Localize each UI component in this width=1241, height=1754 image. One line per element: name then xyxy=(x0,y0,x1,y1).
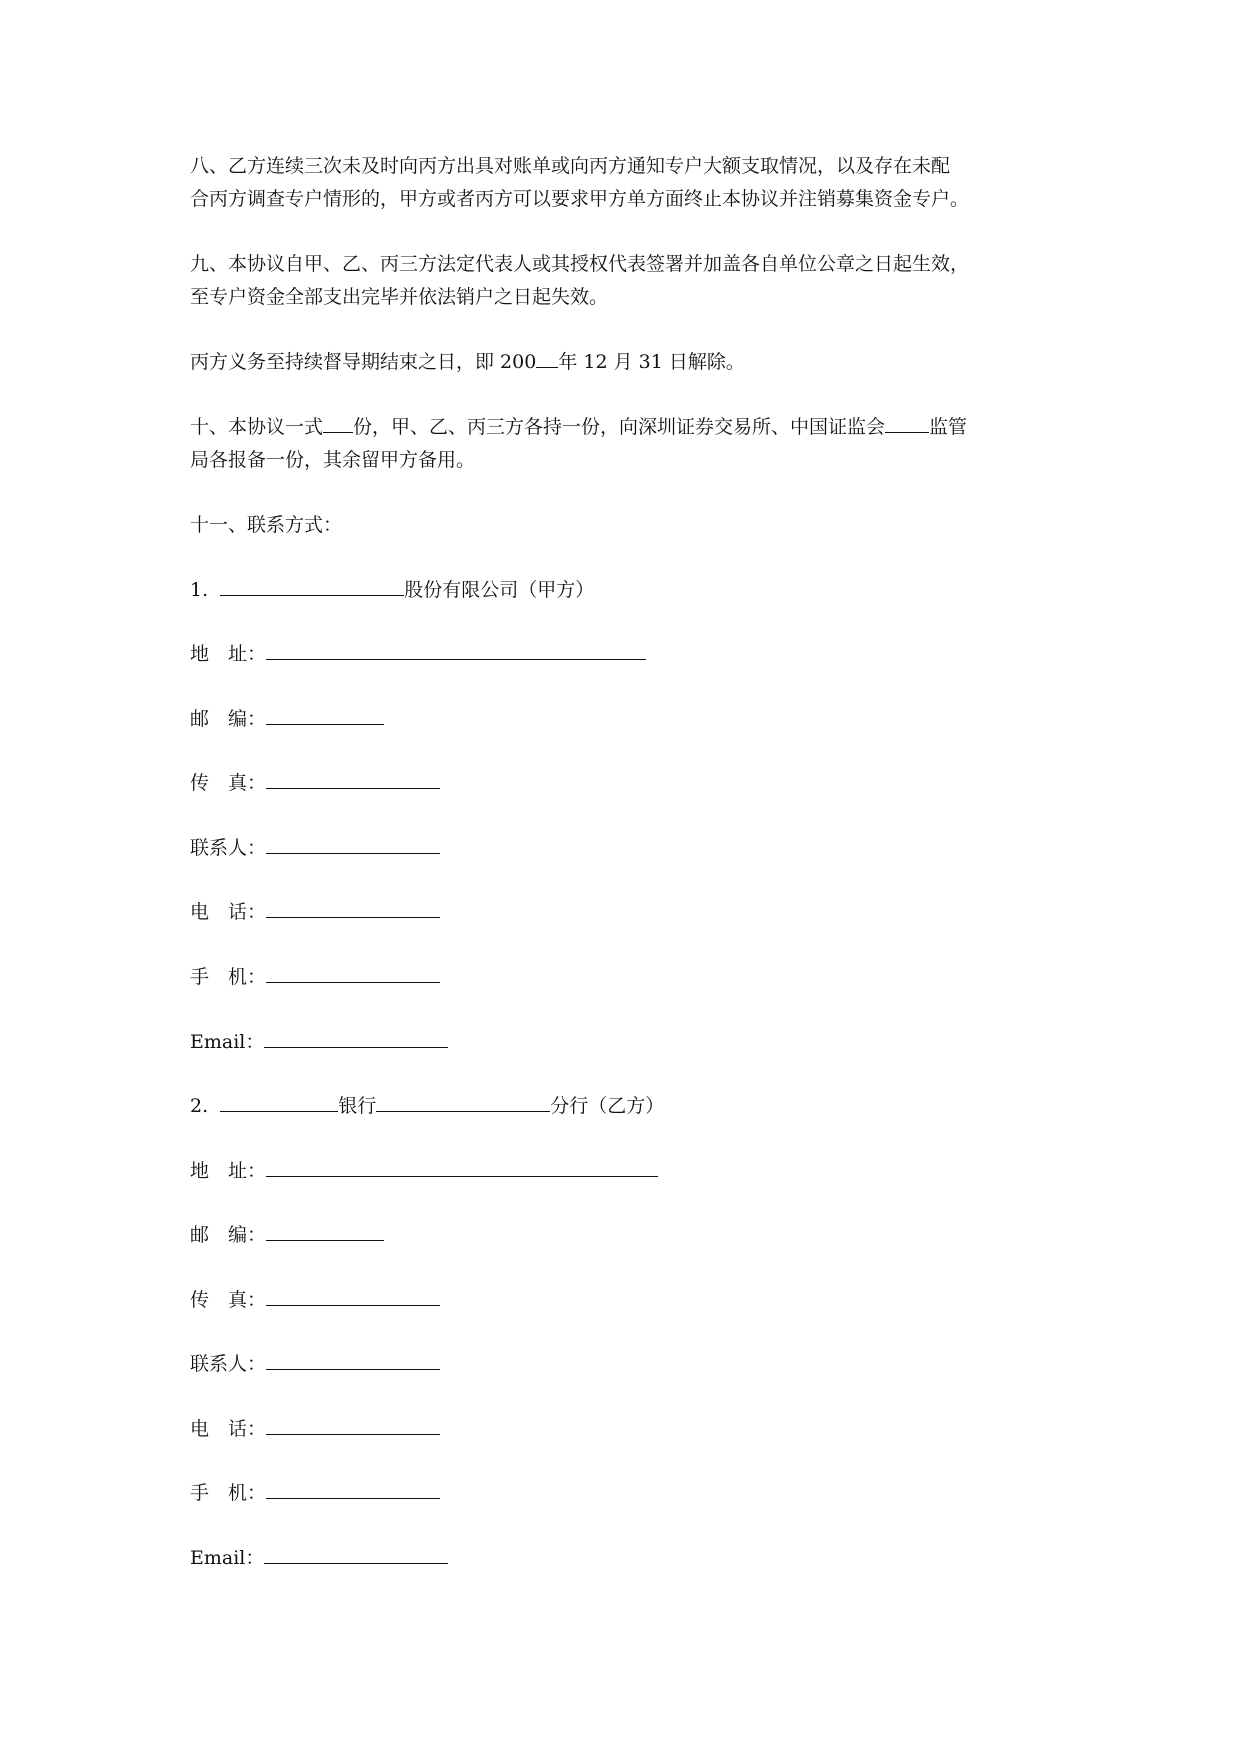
party-b-contact-label: 联系人： xyxy=(190,1353,267,1375)
party-b-address-label: 地 址： xyxy=(190,1160,267,1182)
clause-10-line-1 xyxy=(190,415,967,439)
party-a-email-blank xyxy=(264,1031,448,1048)
clause-10-post: 监管 xyxy=(929,416,968,438)
party-b-contact-blank xyxy=(266,1353,440,1370)
party-a-mobile-blank xyxy=(266,966,440,983)
party-a-address-row xyxy=(190,642,646,666)
clause-9-obligation xyxy=(190,350,745,374)
party-b-number: 2. xyxy=(190,1095,209,1117)
party-b-mobile-label: 手 机： xyxy=(190,1482,267,1504)
party-b-email-blank xyxy=(264,1547,448,1564)
party-a-company-blank xyxy=(220,579,404,596)
party-b-heading xyxy=(190,1094,664,1118)
party-b-postcode-blank xyxy=(266,1224,384,1241)
party-a-contact-label: 联系人： xyxy=(190,837,267,859)
party-a-mobile-row xyxy=(190,965,440,989)
year-blank xyxy=(536,351,558,368)
party-b-bank-blank xyxy=(220,1095,338,1112)
party-a-contact-row xyxy=(190,836,440,860)
party-a-address-blank xyxy=(266,643,646,660)
party-a-phone-label: 电 话： xyxy=(190,901,267,923)
party-a-contact-blank xyxy=(266,837,440,854)
clause-10-pre: 十、本协议一式 xyxy=(190,416,324,438)
party-b-postcode-row xyxy=(190,1223,384,1247)
clause-8-line-1: 八、乙方连续三次未及时向丙方出具对账单或向丙方通知专户大额支取情况，以及存在未配 xyxy=(190,155,951,177)
party-a-fax-blank xyxy=(266,772,440,789)
party-b-contact-row xyxy=(190,1352,440,1376)
party-b-fax-label: 传 真： xyxy=(190,1289,267,1311)
party-a-phone-row xyxy=(190,900,440,924)
regulator-blank xyxy=(885,416,929,433)
party-a-phone-blank xyxy=(266,901,440,918)
party-b-phone-row xyxy=(190,1417,440,1441)
party-b-mobile-blank xyxy=(266,1482,440,1499)
party-b-email-label: Email： xyxy=(190,1547,265,1569)
clause-9-line-2: 至专户资金全部支出完毕并依法销户之日起失效。 xyxy=(190,286,609,308)
clause-9-line-1: 九、本协议自甲、乙、丙三方法定代表人或其授权代表签署并加盖各自单位公章之日起生效， xyxy=(190,253,970,275)
party-a-fax-label: 传 真： xyxy=(190,772,267,794)
copies-blank xyxy=(323,416,353,433)
party-b-branch-text: 分行（乙方） xyxy=(550,1095,665,1117)
party-b-mobile-row xyxy=(190,1481,440,1505)
party-a-email-label: Email： xyxy=(190,1031,265,1053)
clause-9b-pre: 丙方义务至持续督导期结束之日，即 200 xyxy=(190,351,537,373)
party-b-phone-label: 电 话： xyxy=(190,1418,267,1440)
party-b-address-row xyxy=(190,1159,658,1183)
party-a-postcode-label: 邮 编： xyxy=(190,708,267,730)
clause-11-title: 十一、联系方式： xyxy=(190,514,343,536)
party-b-address-blank xyxy=(266,1160,658,1177)
party-b-fax-row xyxy=(190,1288,440,1312)
party-b-fax-blank xyxy=(266,1289,440,1306)
party-a-heading xyxy=(190,578,594,602)
clause-10-mid: 份，甲、乙、丙三方各持一份，向深圳证券交易所、中国证监会 xyxy=(353,416,886,438)
party-a-fax-row xyxy=(190,771,440,795)
party-a-mobile-label: 手 机： xyxy=(190,966,267,988)
party-a-postcode-row xyxy=(190,707,384,731)
clause-8-line-2: 合丙方调查专户情形的，甲方或者丙方可以要求甲方单方面终止本协议并注销募集资金专户。 xyxy=(190,188,970,210)
party-a-postcode-blank xyxy=(266,708,384,725)
party-b-email-row xyxy=(190,1546,448,1570)
party-b-postcode-label: 邮 编： xyxy=(190,1224,267,1246)
party-a-email-row xyxy=(190,1030,448,1054)
party-a-number: 1. xyxy=(190,579,209,601)
party-a-address-label: 地 址： xyxy=(190,643,267,665)
party-b-phone-blank xyxy=(266,1418,440,1435)
party-a-name-suffix: 股份有限公司（甲方） xyxy=(404,579,595,601)
party-b-bank-text: 银行 xyxy=(338,1095,377,1117)
clause-9b-post: 年 12 月 31 日解除。 xyxy=(558,351,745,373)
clause-10-line-2: 局各报备一份，其余留甲方备用。 xyxy=(190,449,476,471)
party-b-branch-blank xyxy=(376,1095,550,1112)
